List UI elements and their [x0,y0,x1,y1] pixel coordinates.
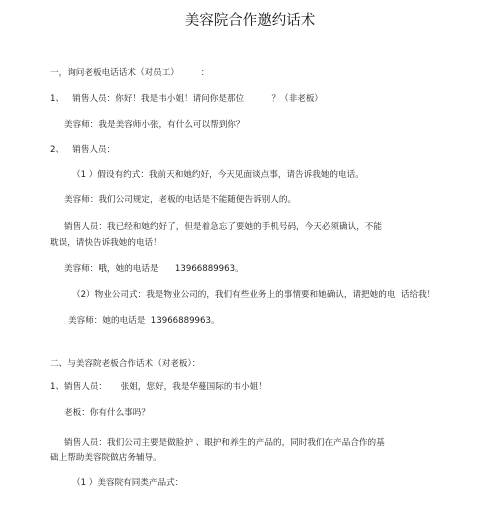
paragraph-line: 销售人员：我已经和她约好了，但是着急忘了要她的手机号码，今天必须确认，不能 [64,222,382,232]
paragraph-line: 美容师：我们公司规定，老板的电话是不能随便告诉别人的。 [64,195,297,205]
paragraph-line: （1 ）美容院有同类产品式： [72,478,184,488]
paragraph-line: 2、 销售人员： [50,145,116,155]
section-1-heading: 一，询问老板电话话术（对员工） ： [50,68,210,78]
paragraph-line: 销售人员：我们公司主要是做脸护 、眼护和养生的产品的，同时我们在产品合作的基 [64,438,385,448]
paragraph-line: 1、销售人员： 张姐，您好，我是华蔓国际的韦小姐！ [50,382,267,392]
paragraph-line: （2）物业公司式：我是物业公司的，我们有些业务上的事情要和她确认，请把她的电 话给我！ [72,290,436,300]
paragraph-line: 耽误，请快告诉我她的电话！ [50,238,162,248]
paragraph-line: 美容师：她的电话是 13966889963。 [68,316,220,326]
paragraph-line: （1 ）假设有约式：我前天和她约好，今天见面谈点事，请告诉我她的电话。 [72,170,364,180]
paragraph-line: 老板：你有什么事吗？ [64,408,150,418]
section-2-heading: 二、与美容院老板合作话术（对老板）： [50,359,201,369]
paragraph-line: 美容师：我是美容师小张，有什么可以帮到你？ [64,120,245,130]
paragraph-line: 1、 销售人员：你好！我是韦小姐！请问你是那位 ？（非老板） [50,94,324,104]
document-title: 美容院合作邀约话术 [184,13,316,29]
paragraph-line: 础上帮助美容院做店务辅导。 [50,453,162,463]
paragraph-line: 美容师：哦，她的电话是 13966889963。 [64,264,244,274]
